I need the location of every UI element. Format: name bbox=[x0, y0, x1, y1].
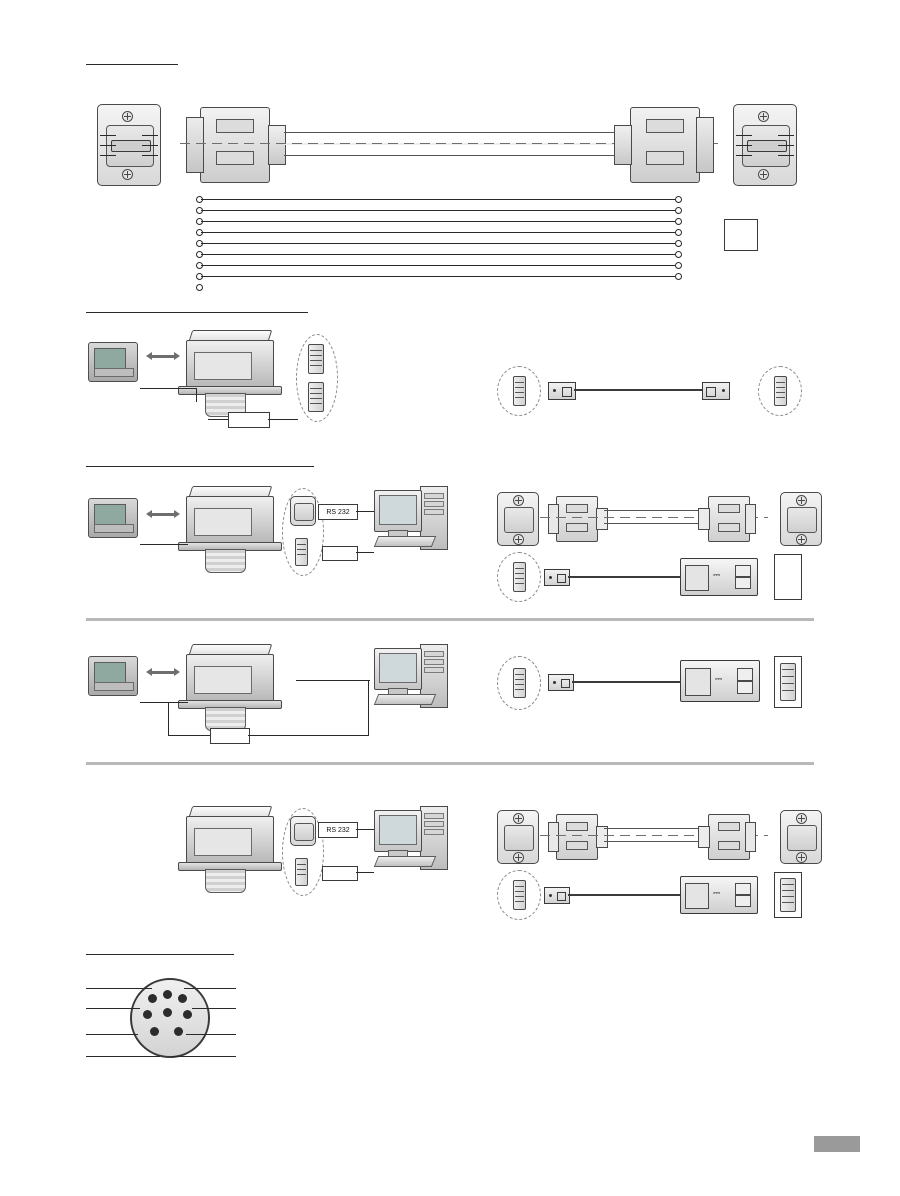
strip-connector bbox=[308, 344, 324, 374]
strip-connector bbox=[780, 878, 796, 912]
controller-screen bbox=[94, 662, 126, 683]
usb-cable-row3 bbox=[572, 681, 680, 683]
usb-a-plug bbox=[680, 660, 760, 702]
strip-connector bbox=[780, 663, 796, 701]
desktop-computer bbox=[374, 644, 448, 710]
usb-icon: ⎓ bbox=[715, 674, 723, 684]
strip-connector bbox=[295, 538, 308, 566]
cable-hood-right-r4 bbox=[694, 810, 756, 862]
controller-display bbox=[88, 656, 138, 696]
pc-keyboard bbox=[374, 856, 436, 867]
cable-hood-left-r2 bbox=[548, 492, 610, 544]
pc-keyboard bbox=[374, 694, 436, 705]
din-pin bbox=[163, 990, 172, 999]
note-box-top bbox=[724, 219, 758, 251]
mini-usb-plug bbox=[544, 569, 570, 586]
section-rule-4 bbox=[86, 762, 814, 765]
strip-connector bbox=[308, 382, 324, 412]
usb-a-plug bbox=[680, 876, 758, 914]
din-lead bbox=[186, 1034, 236, 1035]
controller-display bbox=[88, 342, 138, 382]
desktop-computer bbox=[374, 806, 448, 872]
din-connector-pinout bbox=[86, 972, 236, 1068]
cable-body-top bbox=[284, 132, 616, 156]
db9-connector-right-r4 bbox=[780, 810, 822, 864]
usb-cable-row2 bbox=[568, 576, 680, 578]
pin-wiring-diagram bbox=[196, 196, 680, 288]
screw-icon bbox=[758, 169, 769, 180]
controller-keys bbox=[94, 368, 134, 377]
section-rule-3 bbox=[86, 618, 814, 621]
db9-connector-row4 bbox=[290, 816, 316, 846]
controller-keys bbox=[94, 524, 134, 533]
pc-monitor bbox=[374, 648, 422, 690]
usb-icon: ⎓ bbox=[713, 570, 721, 580]
strip-connector bbox=[513, 880, 526, 910]
label-box-row3 bbox=[210, 728, 250, 744]
strip-connector bbox=[295, 858, 308, 886]
usb-a-plug bbox=[680, 558, 758, 596]
db9-connector-left-r4 bbox=[497, 810, 539, 864]
db9-connector-right bbox=[733, 104, 797, 186]
usb-cable-row1 bbox=[574, 389, 702, 391]
screw-icon bbox=[122, 169, 133, 180]
section-rule-1 bbox=[86, 312, 308, 313]
label-box-row4 bbox=[322, 866, 358, 881]
din-pin bbox=[148, 994, 157, 1003]
db9-connector-row2 bbox=[290, 496, 316, 526]
interface-label-rs232: RS 232 bbox=[318, 504, 358, 520]
db9-connector-right-r2 bbox=[780, 492, 822, 546]
usb-icon: ⎓ bbox=[713, 888, 721, 898]
pc-monitor bbox=[374, 810, 422, 852]
din-lead bbox=[86, 1034, 138, 1035]
strip-connector bbox=[513, 668, 526, 698]
controller-display bbox=[88, 498, 138, 538]
din-pin bbox=[163, 1008, 172, 1017]
cable-hood-right bbox=[604, 101, 714, 187]
interface-label-rs232: RS 232 bbox=[318, 822, 358, 838]
bidirectional-arrow bbox=[146, 352, 180, 361]
controller-screen bbox=[94, 348, 126, 369]
mini-usb-plug bbox=[544, 887, 570, 904]
strip-connector bbox=[513, 562, 526, 592]
cable-hood-right-r2 bbox=[694, 492, 756, 544]
din-pin bbox=[183, 1010, 192, 1019]
desktop-computer bbox=[374, 486, 448, 552]
controller-screen bbox=[94, 504, 126, 525]
din-pin bbox=[150, 1027, 159, 1036]
controller-keys bbox=[94, 682, 134, 691]
din-pin bbox=[174, 1027, 183, 1036]
screw-icon bbox=[758, 111, 769, 122]
din-lead bbox=[184, 988, 236, 989]
din-pin bbox=[178, 994, 187, 1003]
section-rule-top bbox=[86, 64, 178, 65]
cable-hood-left-r4 bbox=[548, 810, 610, 862]
din-lead bbox=[86, 1008, 140, 1009]
strip-connector bbox=[774, 376, 787, 406]
mini-usb-plug-right bbox=[702, 382, 730, 400]
section-rule-5 bbox=[86, 954, 234, 955]
db9-shell bbox=[106, 125, 154, 167]
db9-connector-left-r2 bbox=[497, 492, 539, 546]
label-box-row2 bbox=[322, 546, 358, 561]
usb-cable-row4 bbox=[568, 894, 680, 896]
section-rule-2 bbox=[86, 466, 314, 467]
din-lead bbox=[86, 988, 152, 989]
din-lead bbox=[172, 1056, 236, 1057]
din-pin bbox=[143, 1010, 152, 1019]
din-lead bbox=[86, 1056, 160, 1057]
db9-shell bbox=[742, 125, 790, 167]
bidirectional-arrow bbox=[146, 668, 180, 677]
strip-connector bbox=[513, 376, 526, 406]
label-box-row1 bbox=[228, 412, 270, 428]
db9-connector-left bbox=[97, 104, 161, 186]
mini-usb-plug bbox=[548, 674, 574, 691]
pc-keyboard bbox=[374, 536, 436, 547]
strip-connector-frame bbox=[774, 554, 802, 600]
screw-icon bbox=[122, 111, 133, 122]
cable-hood-left bbox=[186, 101, 296, 187]
bidirectional-arrow bbox=[146, 510, 180, 519]
pc-monitor bbox=[374, 490, 422, 532]
mini-usb-plug-left bbox=[548, 382, 576, 400]
din-lead bbox=[192, 1008, 236, 1009]
page-number-badge bbox=[814, 1136, 860, 1152]
